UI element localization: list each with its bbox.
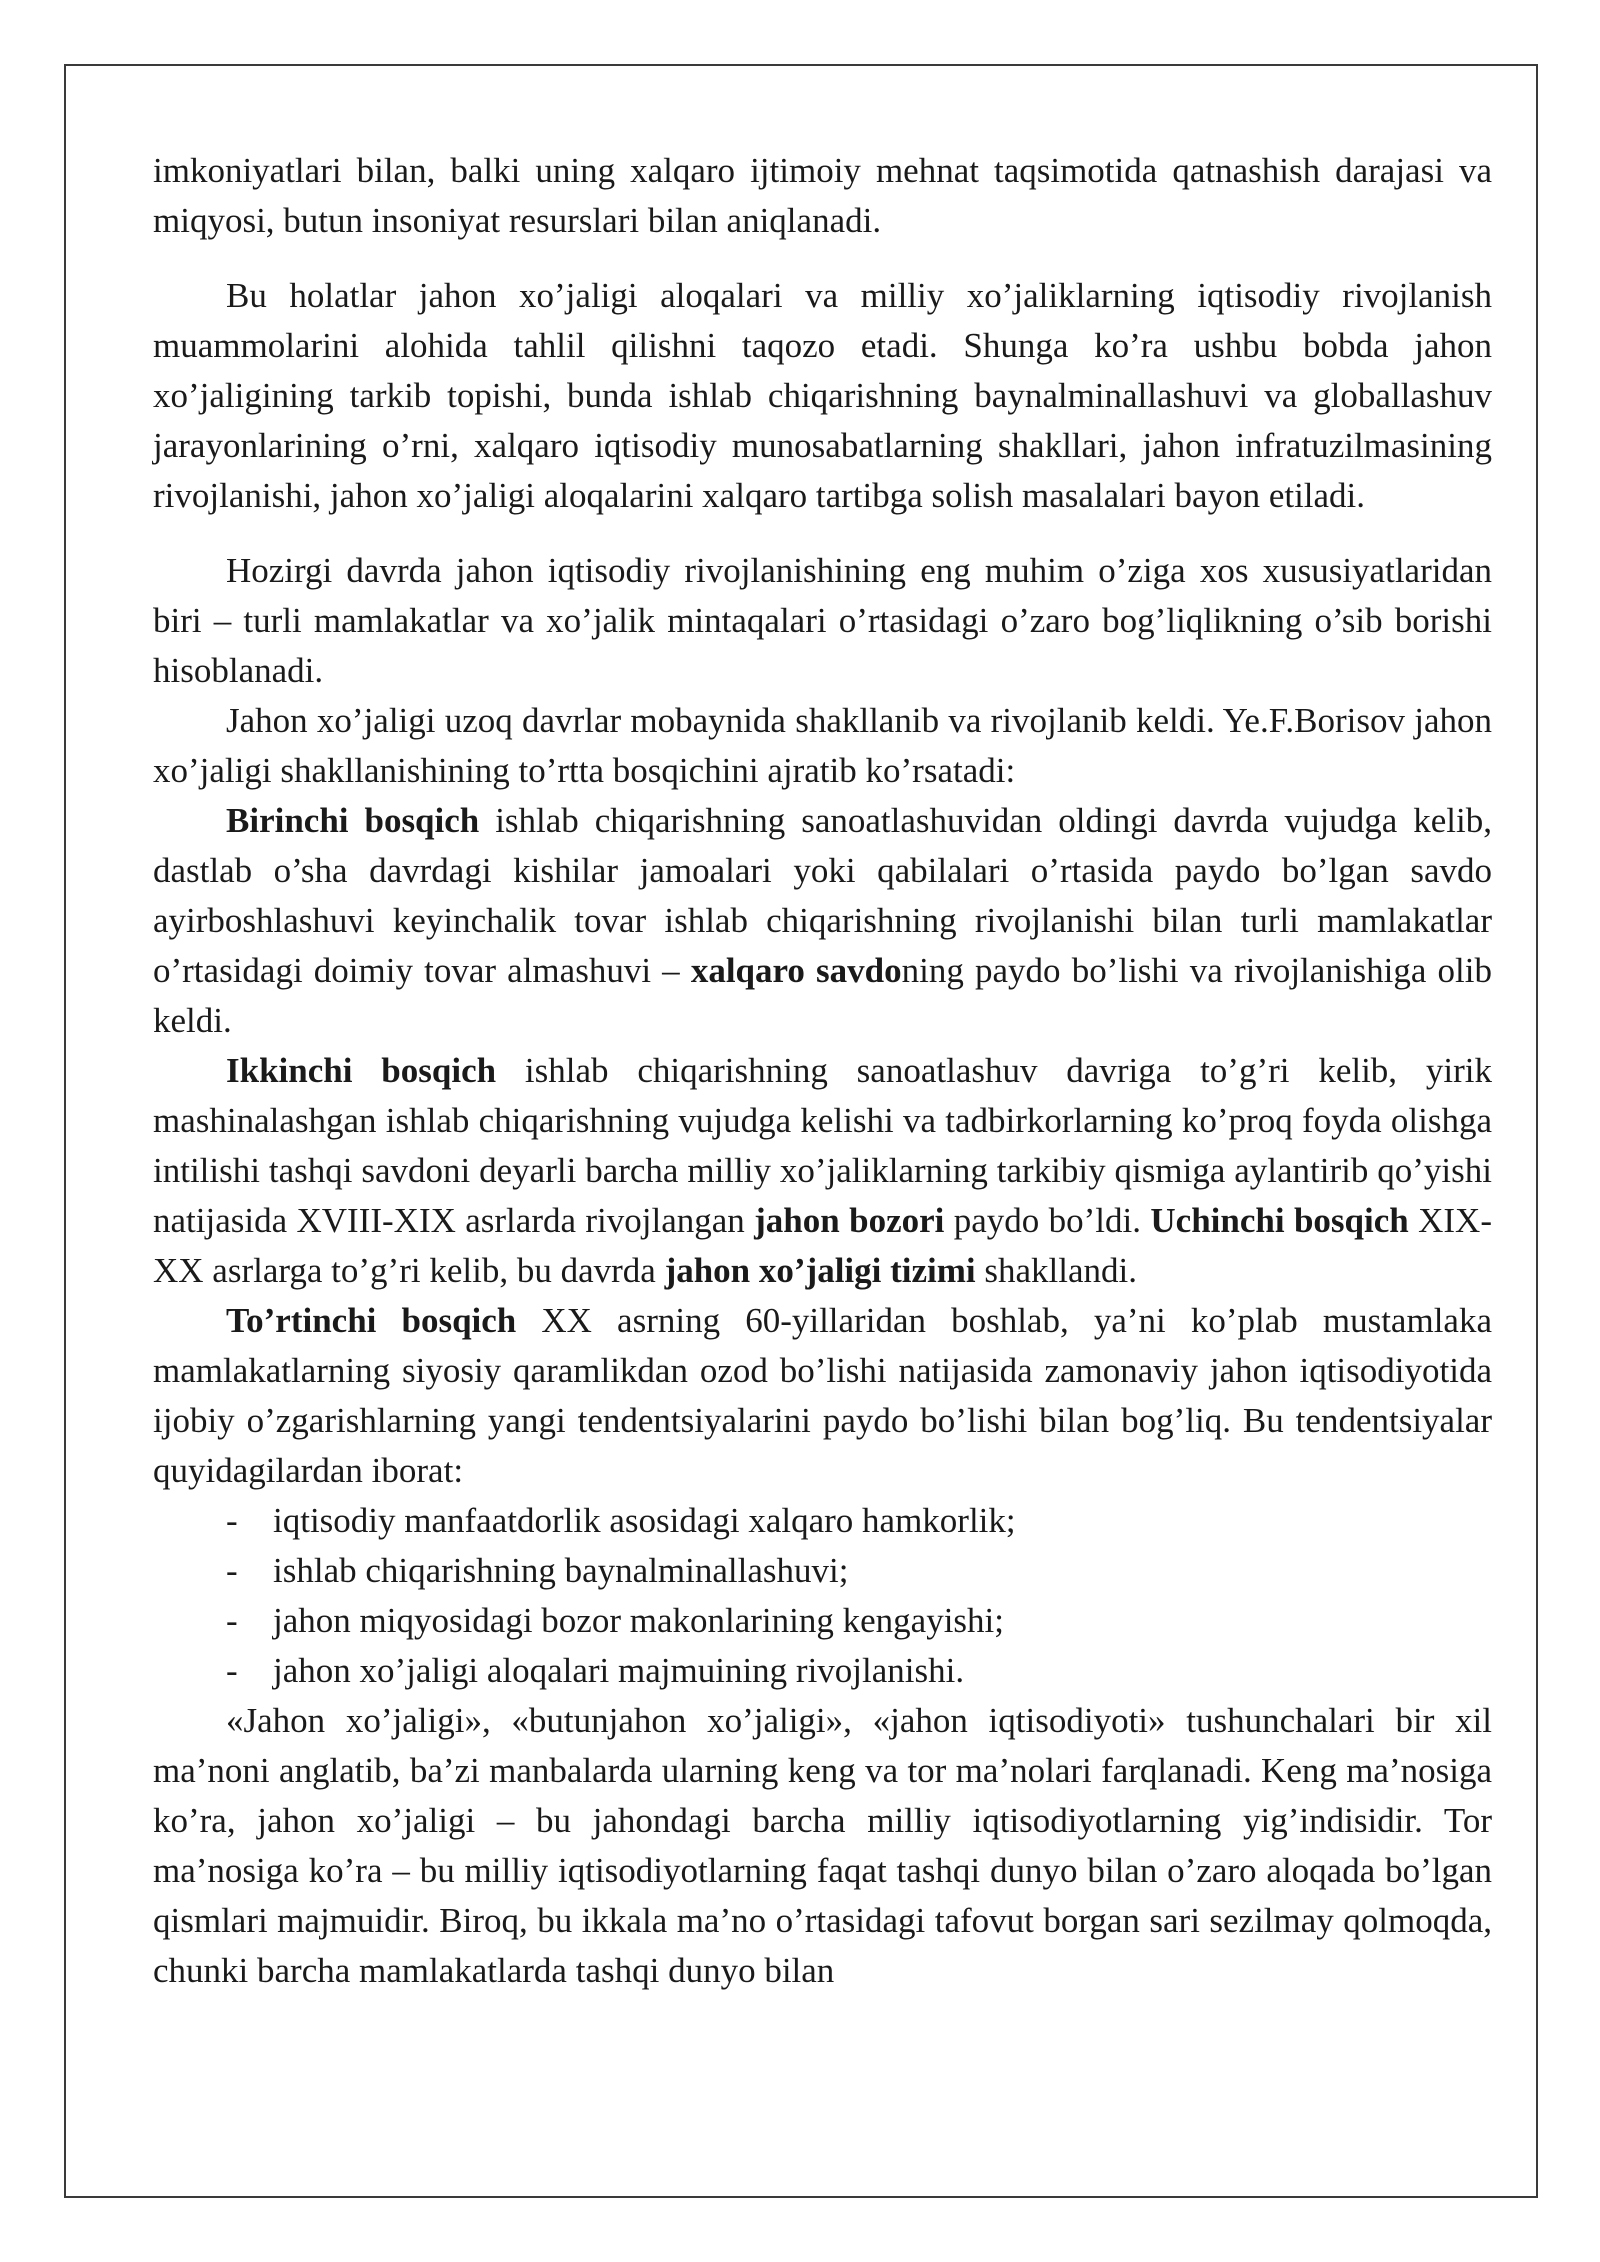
bullet-list: [153, 1496, 1492, 1696]
list-item-text: jahon xo’jaligi aloqalari majmuining rivojlanishi.: [273, 1651, 965, 1690]
text-run: shakllandi.: [975, 1251, 1138, 1290]
bullet-marker: -: [226, 1551, 238, 1590]
bullet-marker: -: [226, 1651, 238, 1690]
text-run: «Jahon xo’jaligi», «butunjahon xo’jaligi», «jahon iqtisodiyoti» tushunchalari bir xil ma’noni anglatib, ba’zi manbalarda ularning keng va tor ma’nolari farqlanadi. Keng ma’nosiga ko’ra, jahon xo’jaligi – bu jahondagi barcha milliy iqtisodiyotlarning yig’indisidir. Tor ma’nosiga ko’ra – bu milliy iqtisodiyotlarning faqat tashqi dunyo bilan o’zaro aloqada bo’lgan qismlari majmuidir. Biroq, bu ikkala ma’no o’rtasidagi tafovut borgan sari sezilmay qolmoqda, chunki barcha mamlakatlarda tashqi dunyo bilan: [153, 1701, 1492, 1990]
paragraph: [153, 1696, 1492, 1996]
text-run: XX asrning 60-yillaridan boshlab, ya’ni ko’plab mustamlaka mamlakatlarning siyosiy qaramlikdan ozod bo’lishi natijasida zamonaviy jahon iqtisodiyotida ijobiy o’zgarishlarning yangi tendentsiyalarini paydo bo’lishi bilan bog’liq. Bu tendentsiyalar quyidagilardan iborat:: [153, 1301, 1492, 1490]
list-item: [153, 1596, 1492, 1646]
paragraph: [153, 696, 1492, 796]
bold-term: Ikkinchi bosqich: [226, 1051, 497, 1090]
paragraph: [153, 1296, 1492, 1496]
text-run: XIX-XX asrlarga to’g’ri kelib, bu davrda: [153, 1201, 1492, 1290]
text-run: paydo bo’ldi.: [944, 1201, 1151, 1240]
text-run: imkoniyatlari bilan, balki uning xalqaro ijtimoiy mehnat taqsimotida qatnashish darajasi va miqyosi, butun insoniyat resurslari bilan aniqlanadi.: [153, 151, 1492, 240]
paragraph: [153, 546, 1492, 696]
bold-term: Uchinchi bosqich: [1150, 1201, 1409, 1240]
list-item: [153, 1546, 1492, 1596]
text-run: ishlab chiqarishning sanoatlashuvidan oldingi davrda vujudga kelib, dastlab o’sha davrdagi kishilar jamoalari yoki qabilalari o’rtasida paydo bo’lgan savdo ayirboshlashuvi keyinchalik tovar ishlab chiqarishning rivojlanishi bilan turli mamlakatlar o’rtasidagi doimiy tovar almashuvi –: [153, 801, 1492, 990]
bold-term: To’rtinchi bosqich: [226, 1301, 517, 1340]
text-run: Bu holatlar jahon xo’jaligi aloqalari va milliy xo’jaliklarning iqtisodiy rivojlanish muammolarini alohida tahlil qilishni taqozo etadi. Shunga ko’ra ushbu bobda jahon xo’jaligining tarkib topishi, bunda ishlab chiqarishning baynalminallashuvi va globallashuv jarayonlarining o’rni, xalqaro iqtisodiy munosabatlarning shakllari, jahon infratuzilmasining rivojlanishi, jahon xo’jaligi aloqalarini xalqaro tartibga solish masalalari bayon etiladi.: [153, 276, 1492, 515]
list-item-text: iqtisodiy manfaatdorlik asosidagi xalqaro hamkorlik;: [273, 1501, 1016, 1540]
list-item: [153, 1646, 1492, 1696]
paragraph: [153, 1046, 1492, 1296]
bold-term: Birinchi bosqich: [226, 801, 480, 840]
bullet-marker: -: [226, 1501, 238, 1540]
paragraph: [153, 796, 1492, 1046]
text-run: Jahon xo’jaligi uzoq davrlar mobaynida shakllanib va rivojlanib keldi. Ye.F.Borisov jahon xo’jaligi shakllanishining to’rtta bosqichini ajratib ko’rsatadi:: [153, 701, 1492, 790]
list-item-text: ishlab chiqarishning baynalminallashuvi;: [273, 1551, 849, 1590]
bullet-marker: -: [226, 1601, 238, 1640]
bold-term: xalqaro savdo: [690, 951, 902, 990]
paragraph: [153, 271, 1492, 521]
list-item-text: jahon miqyosidagi bozor makonlarining kengayishi;: [273, 1601, 1004, 1640]
bold-term: jahon xo’jaligi tizimi: [664, 1251, 976, 1290]
text-run: ning paydo bo’lishi va rivojlanishiga olib keldi.: [153, 951, 1493, 1040]
list-item: [153, 1496, 1492, 1546]
paragraph: [153, 146, 1492, 246]
document-body: [153, 146, 1492, 1996]
text-run: Hozirgi davrda jahon iqtisodiy rivojlanishining eng muhim o’ziga xos xususiyatlaridan biri – turli mamlakatlar va xo’jalik mintaqalari o’rtasidagi o’zaro bog’liqlikning o’sib borishi hisoblanadi.: [153, 551, 1492, 690]
text-run: ishlab chiqarishning sanoatlashuv davriga to’g’ri kelib, yirik mashinalashgan ishlab chiqarishning vujudga kelishi va tadbirkorlarning ko’proq foyda olishga intilishi tashqi savdoni deyarli barcha milliy xo’jaliklarning tarkibiy qismiga aylantirib qo’yishi natijasida XVIII-XIX asrlarda rivojlangan: [153, 1051, 1492, 1240]
bold-term: jahon bozori: [754, 1201, 945, 1240]
